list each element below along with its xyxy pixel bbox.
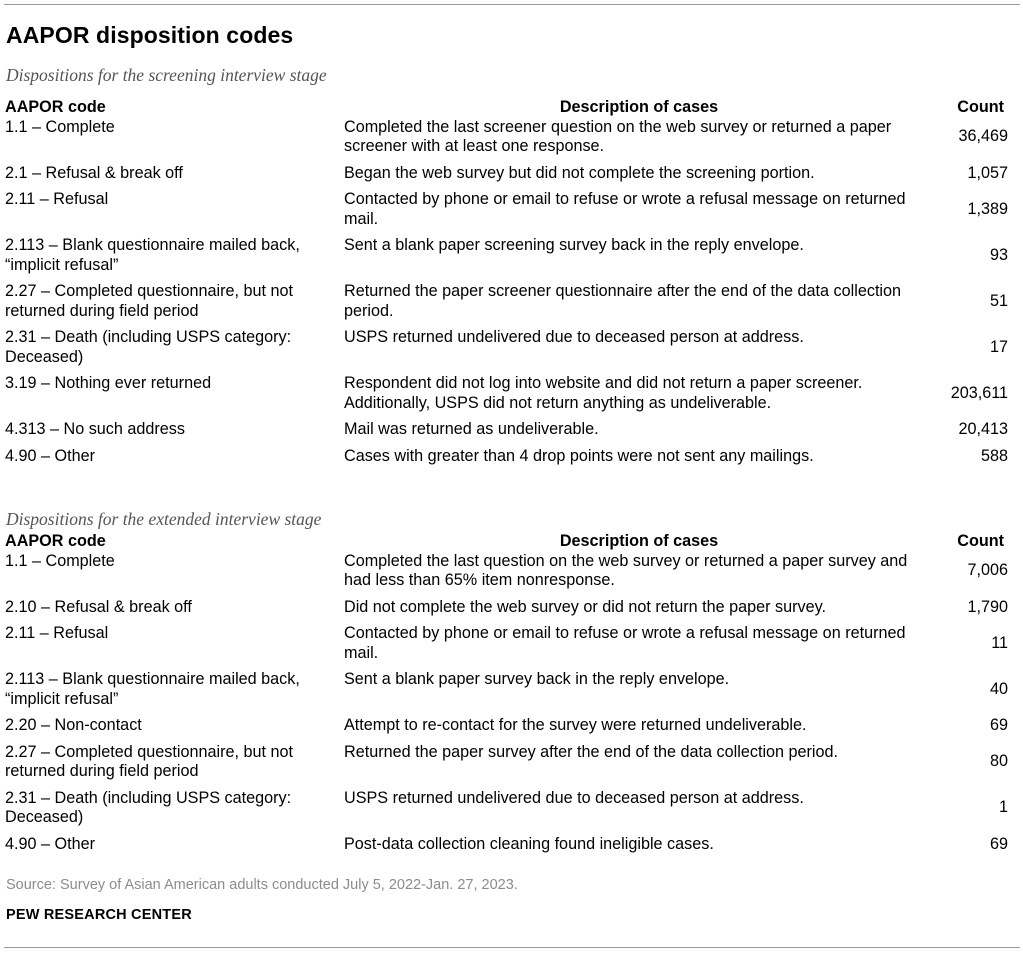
count-cell: 1,790 bbox=[967, 597, 1008, 616]
code-cell: 3.19 – Nothing ever returned bbox=[5, 374, 212, 392]
code-cell: 4.90 – Other bbox=[5, 834, 95, 853]
table-row bbox=[5, 670, 1013, 716]
extended-subtitle: Dispositions for the extended interview stage bbox=[6, 509, 322, 529]
description-header: Description of cases bbox=[559, 532, 719, 550]
code-cell: 4.313 – No such address bbox=[5, 420, 185, 438]
description-cell: Respondent did not log into website and did not return a paper screener. Additionally, USPS did not return anything as undeliverable. bbox=[344, 374, 863, 412]
description-cell: USPS returned undelivered due to deceased person at address. bbox=[344, 328, 804, 346]
description-cell: Post-data collection cleaning found ineligible cases. bbox=[344, 834, 714, 853]
table-row bbox=[5, 789, 1013, 835]
count-cell: 93 bbox=[989, 245, 1008, 264]
table-row bbox=[5, 374, 1013, 420]
code-cell: 2.11 – Refusal bbox=[5, 624, 109, 642]
description-cell: USPS returned undelivered due to deceased person at address. bbox=[344, 788, 804, 807]
description-header: Description of cases bbox=[559, 98, 719, 116]
description-cell: Contacted by phone or email to refuse or wrote a refusal message on returned mail. bbox=[344, 624, 906, 662]
page-title: AAPOR disposition codes bbox=[6, 22, 294, 48]
table-row bbox=[5, 598, 1013, 625]
screening-table bbox=[5, 98, 1013, 473]
code-cell: 2.11 – Refusal bbox=[5, 190, 109, 208]
description-cell: Sent a blank paper survey back in the reply envelope. bbox=[344, 670, 730, 688]
code-cell: 1.1 – Complete bbox=[5, 117, 115, 136]
count-cell: 69 bbox=[989, 834, 1008, 853]
table-row bbox=[5, 835, 1013, 862]
code-cell: 2.1 – Refusal & break off bbox=[5, 163, 183, 182]
table-row bbox=[5, 447, 1013, 474]
description-cell: Sent a blank paper screening survey back in the reply envelope. bbox=[344, 236, 804, 254]
count-cell: 1,389 bbox=[967, 199, 1008, 218]
table-row bbox=[5, 716, 1013, 743]
description-cell: Returned the paper screener questionnaire after the end of the data collection period. bbox=[344, 282, 902, 320]
table-row bbox=[5, 328, 1013, 374]
count-cell: 40 bbox=[989, 679, 1008, 698]
table-row bbox=[5, 552, 1013, 598]
count-header: Count bbox=[957, 98, 1004, 116]
code-header: AAPOR code bbox=[5, 98, 106, 116]
count-cell: 69 bbox=[989, 716, 1008, 734]
table-row bbox=[5, 743, 1013, 789]
extended-rows bbox=[5, 552, 1013, 862]
extended-table bbox=[5, 532, 1013, 861]
description-cell: Began the web survey but did not complete the screening portion. bbox=[344, 163, 815, 182]
count-cell: 1 bbox=[998, 798, 1008, 817]
count-cell: 588 bbox=[980, 446, 1008, 465]
screening-subtitle: Dispositions for the screening interview stage bbox=[6, 65, 327, 85]
count-cell: 1,057 bbox=[967, 163, 1008, 182]
description-cell: Contacted by phone or email to refuse or wrote a refusal message on returned mail. bbox=[344, 190, 906, 228]
count-cell: 36,469 bbox=[958, 127, 1008, 146]
code-cell: 2.31 – Death (including USPS category: Deceased) bbox=[5, 788, 292, 826]
code-cell: 4.90 – Other bbox=[5, 446, 95, 465]
organization-name: PEW RESEARCH CENTER bbox=[6, 907, 192, 923]
description-cell: Cases with greater than 4 drop points were not sent any mailings. bbox=[344, 446, 814, 465]
code-cell: 2.113 – Blank questionnaire mailed back, “implicit refusal” bbox=[5, 236, 300, 274]
description-cell: Returned the paper survey after the end of the data collection period. bbox=[344, 742, 839, 761]
count-cell: 17 bbox=[989, 337, 1008, 356]
description-cell: Mail was returned as undeliverable. bbox=[344, 420, 599, 438]
description-cell: Completed the last question on the web survey or returned a paper survey and had less than 65% item nonresponse. bbox=[344, 551, 908, 589]
count-cell: 51 bbox=[989, 291, 1008, 310]
code-cell: 2.10 – Refusal & break off bbox=[5, 597, 192, 616]
description-cell: Completed the last screener question on the web survey or returned a paper screener with at least one response. bbox=[344, 117, 892, 155]
source-note: Source: Survey of Asian American adults conducted July 5, 2022-Jan. 27, 2023. bbox=[6, 877, 518, 893]
code-cell: 2.31 – Death (including USPS category: Deceased) bbox=[5, 328, 292, 366]
table-row bbox=[5, 236, 1013, 282]
count-cell: 203,611 bbox=[950, 383, 1008, 402]
code-cell: 2.20 – Non-contact bbox=[5, 716, 142, 734]
count-cell: 11 bbox=[991, 633, 1008, 652]
table-row bbox=[5, 624, 1013, 670]
description-cell: Did not complete the web survey or did not return the paper survey. bbox=[344, 597, 826, 616]
table-row bbox=[5, 420, 1013, 447]
top-divider bbox=[4, 4, 1020, 5]
code-cell: 2.27 – Completed questionnaire, but not returned during field period bbox=[5, 282, 293, 320]
count-cell: 20,413 bbox=[958, 420, 1008, 438]
code-cell: 2.27 – Completed questionnaire, but not returned during field period bbox=[5, 742, 293, 780]
count-cell: 7,006 bbox=[967, 561, 1008, 580]
table-row bbox=[5, 118, 1013, 164]
table-row bbox=[5, 282, 1013, 328]
count-cell: 80 bbox=[989, 752, 1008, 771]
extended-header-row bbox=[5, 532, 1013, 552]
screening-header-row bbox=[5, 98, 1013, 118]
description-cell: Attempt to re-contact for the survey were returned undeliverable. bbox=[344, 716, 807, 734]
code-header: AAPOR code bbox=[5, 532, 106, 550]
code-cell: 2.113 – Blank questionnaire mailed back, “implicit refusal” bbox=[5, 670, 300, 708]
table-row bbox=[5, 190, 1013, 236]
code-cell: 1.1 – Complete bbox=[5, 551, 115, 570]
bottom-divider bbox=[4, 947, 1020, 948]
count-header: Count bbox=[957, 532, 1004, 550]
screening-rows bbox=[5, 118, 1013, 474]
table-row bbox=[5, 164, 1013, 191]
